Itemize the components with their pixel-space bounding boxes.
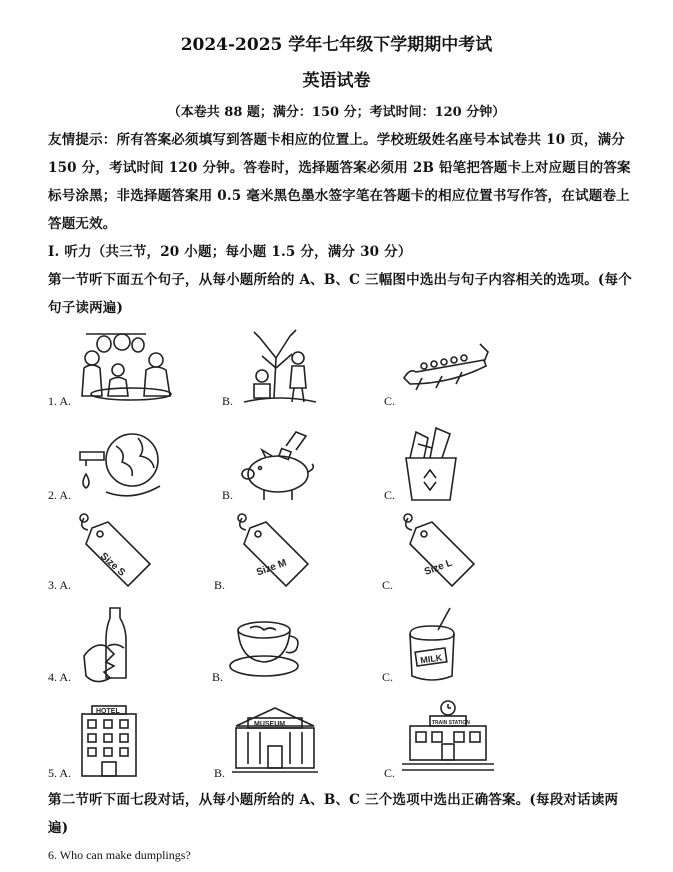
option-label: C. <box>382 578 394 592</box>
exam-title: 2024-2025 学年七年级下学期期中考试 <box>180 35 493 55</box>
option-label: B. <box>222 394 234 408</box>
cola-bottle-icon <box>80 606 140 686</box>
option-label: C. <box>384 394 396 408</box>
tag-label: Size S <box>97 550 128 579</box>
option-label: 4. A. <box>48 670 72 684</box>
question-3 <box>0 512 673 602</box>
section1-instructions: 第一节听下面五个句子，从每小题所给的 A、B、C 三幅图中选出与句子内容相关的选项。(每个句子读两遍) <box>48 272 632 316</box>
train-station-icon <box>400 698 496 778</box>
station-sign: TRAIN STATION <box>432 720 470 726</box>
question-5 <box>0 698 673 788</box>
tag-label: Size M <box>255 557 289 579</box>
milk-drink-icon <box>398 606 468 686</box>
section2-instructions: 第二节听下面七段对话，从每小题所给的 A、B、C 三个选项中选出正确答案。(每段对话读两遍) <box>48 792 619 836</box>
friendly-tips: 友情提示：所有答案必须填写到答题卡相应的位置上。学校班级姓名座号本试卷共 10 页，满分 150 分，考试时间 120 分钟。答卷时，选择题答案必须用 2B 铅笔把答题卡上对应题目的答案标号涂黑；非选择题答案用 0.5 毫米黑色墨水签字笔在答题卡的相应位置书写作答，在试题卷上答题无效。 <box>48 132 631 232</box>
dragon-boat-icon <box>400 338 490 398</box>
save-water-earth-icon <box>76 430 166 504</box>
hotel-sign: HOTEL <box>96 708 120 715</box>
museum-sign: MUSEUM <box>254 721 286 728</box>
option-label: C. <box>384 488 396 502</box>
question-4 <box>0 604 673 694</box>
tree-planting-icon <box>240 328 320 408</box>
option-label: B. <box>212 670 224 684</box>
option-label: C. <box>382 670 394 684</box>
question-6: 6. Who can make dumplings? <box>48 848 191 862</box>
section-title: I. 听力（共三节，20 小题；每小题 1.5 分，满分 30 分） <box>48 244 412 260</box>
option-label: B. <box>222 488 234 502</box>
question-2 <box>0 424 673 514</box>
hotel-icon <box>76 702 146 780</box>
size-m-tag-icon <box>232 512 316 596</box>
piggy-bank-icon <box>236 428 320 504</box>
milk-label: MILK <box>419 652 443 666</box>
question-1 <box>0 328 673 418</box>
family-dinner-icon <box>76 330 186 406</box>
exam-subject: 英语试卷 <box>302 71 371 91</box>
option-label: C. <box>384 766 396 780</box>
tag-label: Size L <box>422 557 454 578</box>
option-label: 5. A. <box>48 766 72 780</box>
option-label: B. <box>214 578 226 592</box>
option-label: 2. A. <box>48 488 72 502</box>
option-label: 3. A. <box>48 578 72 592</box>
size-l-tag-icon <box>398 512 482 596</box>
museum-icon <box>230 706 320 778</box>
size-s-tag-icon <box>74 512 158 596</box>
coffee-cup-icon <box>228 616 308 682</box>
exam-info: （本卷共 88 题；满分：150 分；考试时间：120 分钟） <box>167 105 506 120</box>
recycle-bin-icon <box>396 424 466 504</box>
option-label: B. <box>214 766 226 780</box>
option-label: 1. A. <box>48 394 72 408</box>
